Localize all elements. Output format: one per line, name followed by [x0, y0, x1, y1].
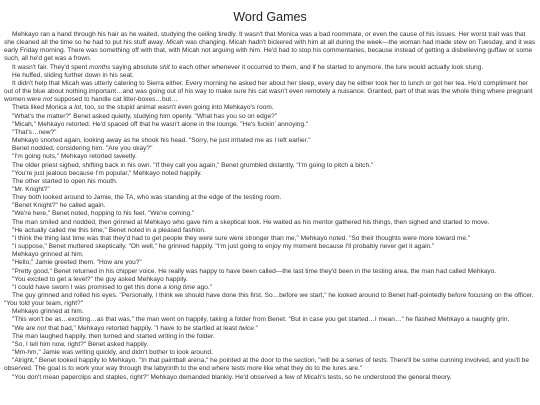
story-paragraph	[4, 153, 536, 161]
story-paragraph	[4, 31, 536, 64]
story-paragraph	[4, 104, 536, 112]
text-run: "Mr. Knight?"	[12, 185, 50, 193]
story-paragraph	[4, 235, 536, 243]
story-paragraph	[4, 129, 536, 137]
text-run: "I could have sworn I was promised to get this done	[12, 283, 164, 291]
story-paragraph	[4, 162, 536, 170]
text-run: Theta liked Monica	[12, 104, 69, 112]
story-paragraph	[4, 251, 536, 259]
story-paragraph	[4, 333, 536, 341]
story-body	[4, 31, 536, 382]
text-run: "Mm-hm," Jamie was writing quickly, and didn't bother to look around.	[12, 349, 213, 357]
text-run: It didn't help that Micah was utterly catering to Sierra either. Every morning he asked her about her sleep, every day he either took her to lunch or got her tea. He'd compliment her out of the blue about nothing important…and was going out of his way to make sure his cat wasn't even remotely a nuisance. Granted, part of that was the whole thing where pregnant women were	[4, 79, 533, 104]
text-run: Mehkayo grinned at him.	[12, 251, 84, 259]
text-run: supposed to handle cat litter-boxes…but…	[52, 96, 178, 104]
story-paragraph	[4, 137, 536, 145]
story-paragraph	[4, 276, 536, 284]
story-paragraph	[4, 349, 536, 357]
text-run: "What's the matter?" Benet asked quietly, studying him openly. "What has you so on edge?"	[12, 112, 278, 120]
story-paragraph	[4, 121, 536, 129]
text-run: "Alright," Benet looked happily to Mehkayo. "In that paintball arena," he pointed at the door to the section, "will be a series of tests. There'll be some cunning involved, and you'll be observed. The goal is to work your way through the labyrinth to the end where tests more like what they do to the lures are."	[4, 357, 529, 373]
story-paragraph	[4, 268, 536, 276]
text-run: "You don't mean paperclips and staples, right?" Mehkayo demanded blankly. He'd observed a few of Micah's tests, so he understood the general theory.	[12, 373, 452, 381]
story-paragraph	[4, 210, 536, 218]
story-paragraph	[4, 243, 536, 251]
text-run: He huffed, sliding further down in his seat.	[12, 71, 134, 79]
text-run: "I'm going nuts," Mehkayo retorted sweetly.	[12, 153, 137, 161]
text-run: "You excited to get a level?" the guy asked Mehkayo happily.	[12, 275, 188, 283]
text-run: ago."	[195, 283, 213, 291]
story-paragraph	[4, 202, 536, 210]
text-run: "I suppose," Benet muttered skeptically. "Oh well," he grinned happily. "I'm just going to enjoy my moment because I'll probably never get it again."	[12, 243, 435, 251]
story-paragraph	[4, 316, 536, 324]
text-run: "I think the thing last time was that they'd had to get people they were sure were stronger than me," Mehkayo noted. "So their thoughts were more toward me."	[12, 234, 471, 242]
italic-emphasis: not	[37, 324, 47, 332]
text-run: The other started to open his mouth.	[12, 177, 118, 185]
story-paragraph	[4, 186, 536, 194]
text-run: "Hello," Jamie greeted them. "How are you?"	[12, 259, 142, 267]
text-run: to each other whenever it occurred to them, and if he started to anymore, the lure would actually look stung.	[169, 63, 484, 71]
story-paragraph	[4, 292, 536, 308]
story-paragraph	[4, 178, 536, 186]
story-paragraph	[4, 145, 536, 153]
text-run: It wasn't fair. They'd spent	[12, 63, 89, 71]
italic-emphasis: months	[88, 63, 111, 71]
text-run: "We are	[12, 324, 38, 332]
story-paragraph	[4, 80, 536, 104]
italic-emphasis: Micah	[166, 39, 184, 47]
text-run: "You're just jealous because I'm popular," Mehkayo noted happily.	[12, 169, 202, 177]
text-run: "He actually called me this time," Benet noted in a pleased fashion.	[12, 226, 206, 234]
text-run: that bad," Mehkayo retorted happily. "I have to be startled at least	[46, 324, 239, 332]
story-paragraph	[4, 170, 536, 178]
text-run: Mehkayo snorted again, looking away as he shook his head. "Sorry, he just irritated me as I left earlier."	[12, 137, 311, 145]
italic-emphasis: a long time	[163, 283, 196, 291]
text-run: "This won't be as…exciting…as that was," the man went on happily, taking a folder from Benet. "But in case you get started…I mean…" he flashed Mehkayo a naughty grin.	[12, 316, 510, 324]
text-run: "So, I tell him now, right?" Benet asked happily.	[12, 340, 149, 348]
story-paragraph	[4, 219, 536, 227]
story-paragraph	[4, 341, 536, 349]
story-paragraph	[4, 325, 536, 333]
text-run: , too, so the stupid animal wasn't even going into Mehkayo's room.	[81, 104, 274, 112]
text-run: was changing. Micah hadn't bickered with him at all during the week—the woman had made stew on Tuesday, and it was early Friday morning. There was something off with that, with Micah not arguing with him. He'd had to stop his commentaries, because instead of getting a disbelieving guffaw or some such, all he'd get was a frown.	[4, 39, 536, 63]
text-run: Mehkayo grinned at him.	[12, 308, 84, 316]
story-paragraph	[4, 64, 536, 72]
italic-emphasis: not	[42, 96, 53, 104]
text-run: Mehkayo ran a hand through his hair as he waited, studying the ceiling tiredly. It wasn't that Monica was a bad roommate, or even the cause of his issues. Her worst trait was that she cleaned all the time so he had to put his stuff away.	[4, 31, 526, 47]
text-run: "Micah," Mehkayo retorted. He'd spaced off that he wasn't alone in the lounge. "He's fuckin' annoying."	[12, 120, 309, 128]
story-paragraph	[4, 194, 536, 202]
italic-emphasis: shit	[159, 63, 170, 71]
story-paragraph	[4, 357, 536, 373]
italic-emphasis: a lot	[68, 104, 82, 112]
text-run: The older priest sighed, shifting back in his own. "If they call you again," Benet grumbled distantly, "I'm going to pitch a bitch."	[12, 161, 374, 169]
story-paragraph	[4, 227, 536, 235]
text-run: "That's…new?"	[12, 128, 57, 136]
story-paragraph	[4, 284, 536, 292]
text-run: "Benet Knight?" he called again.	[12, 202, 106, 210]
text-run: saying absolute	[110, 63, 160, 71]
story-paragraph	[4, 72, 536, 80]
story-paragraph	[4, 374, 536, 382]
text-run: They both looked around to Jamie, the TA, who was standing at the edge of the testing room.	[12, 194, 282, 202]
text-run: "Pretty good," Benet returned in his chipper voice. He really was happy to have been called—the last time they'd been in the testing area, the man had called Mehkayo.	[12, 267, 497, 275]
story-paragraph	[4, 308, 536, 316]
page-title: Word Games	[233, 10, 307, 24]
text-run: The man smiled and nodded, then grinned at Mehkayo who gave him a skeptical look. He waited as his mentor gathered his things, then sighed and started to move.	[12, 218, 490, 226]
story-paragraph	[4, 113, 536, 121]
text-run: "We're here," Benet noted, hopping to his feet. "We're coming."	[12, 210, 195, 218]
text-run: ."	[253, 324, 259, 332]
text-run: The guy grinned and rolled his eyes. "Personally, I think we should have done this first. So…before we start," he looked around to Benet half-pointedly before focusing on the officer. "You told your team, right?"	[4, 292, 534, 308]
story-paragraph	[4, 259, 536, 267]
italic-emphasis: twice	[238, 324, 254, 332]
text-run: Benet nodded, considering him. "Are you okay?"	[12, 145, 153, 153]
text-run: The man laughed happily, then turned and started writing in the folder.	[12, 332, 215, 340]
